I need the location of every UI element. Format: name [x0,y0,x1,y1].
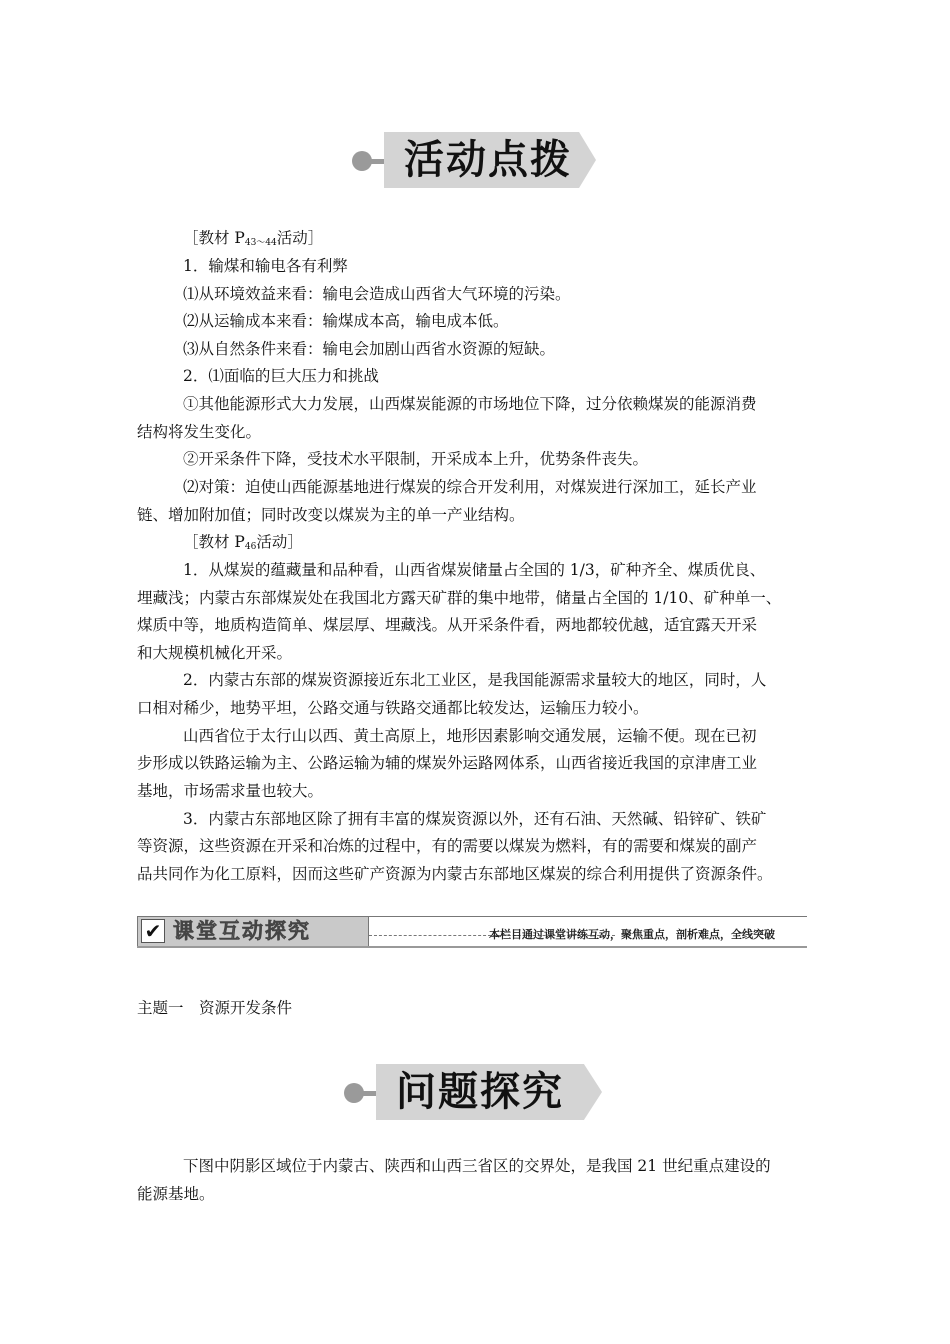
text-line: 基地，市场需求量也较大。 [137,782,324,800]
text-line: ⑶从自然条件来看：输电会加剧山西省水资源的短缺。 [183,340,556,358]
classroom-note: 本栏目通过课堂讲练互动，聚焦重点，剖析难点，全线突破 [489,928,775,941]
text-line: 1．从煤炭的蕴藏量和品种看，山西省煤炭储量占全国的 1/3，矿种齐全、煤质优良、 [183,561,766,579]
ref-suffix: 活动］ [276,229,324,247]
text-line: ⑴从环境效益来看：输电会造成山西省大气环境的污染。 [183,285,571,303]
classroom-title: 课堂互动探究 [173,919,311,943]
text-line: 口相对稀少，地势平坦，公路交通与铁路交通都比较发达，运输压力较小。 [137,699,649,717]
text-line: 2．⑴面临的巨大压力和挑战 [183,367,379,385]
classroom-interaction-bar [137,912,807,948]
text-line: 埋藏浅；内蒙古东部煤炭处在我国北方露天矿群的集中地带，储量占全国的 1/10、矿种单一、 [137,589,782,607]
ref-pages: 46 [244,542,257,552]
text-line: 结构将发生变化。 [137,423,262,441]
text-line: ⑵从运输成本来看：输煤成本高，输电成本低。 [183,312,509,330]
bar-top-rule [367,916,807,917]
activity-tips-banner [352,132,597,192]
text-line: 能源基地。 [137,1185,215,1203]
text-line: 链、增加附加值；同时改变以煤炭为主的单一产业结构。 [137,506,525,524]
topic-heading: 主题一 资源开发条件 [137,999,293,1017]
problem-inquiry-banner [344,1064,604,1124]
text-line: 步形成以铁路运输为主、公路运输为辅的煤炭外运路网体系，山西省接近我国的京津唐工业 [137,754,758,772]
text-line: 品共同作为化工原料，因而这些矿产资源为内蒙古东部地区煤炭的综合利用提供了资源条件。 [137,865,773,883]
text-line: 山西省位于太行山以西、黄土高原上，地形因素影响交通发展，运输不便。现在已初 [183,727,757,745]
text-line: 煤质中等，地质构造简单、煤层厚、埋藏浅。从开采条件看，两地都较优越，适宜露天开采 [137,616,758,634]
text-line: ②开采条件下降，受技术水平限制，开采成本上升，优势条件丧失。 [183,450,649,468]
text-line: 等资源，这些资源在开采和冶炼的过程中，有的需要以煤炭为燃料，有的需要和煤炭的副产 [137,837,758,855]
text-line: 2．内蒙古东部的煤炭资源接近东北工业区，是我国能源需求量较大的地区，同时，人 [183,671,767,689]
text-line: ⑵对策：迫使山西能源基地进行煤炭的综合开发利用，对煤炭进行深加工，延长产业 [183,478,757,496]
bar-bottom-rule [137,946,807,948]
ref-prefix: ［教材 P [183,229,245,247]
banner-title: 问题探究 [396,1069,564,1115]
ref-prefix: ［教材 P [183,533,245,551]
ref-suffix: 活动］ [256,533,303,551]
text-line: ①其他能源形式大力发展，山西煤炭能源的市场地位下降，过分依赖煤炭的能源消费 [183,395,757,413]
ref-pages: 43～44 [244,238,277,248]
banner-title: 活动点拨 [404,137,572,183]
checkmark-icon: ✔ [141,919,165,943]
text-line: 和大规模机械化开采。 [137,644,293,662]
text-line: 3．内蒙古东部地区除了拥有丰富的煤炭资源以外，还有石油、天然碱、铅锌矿、铁矿 [183,810,767,828]
text-line: 1．输煤和输电各有利弊 [183,257,348,275]
text-line: 下图中阴影区域位于内蒙古、陕西和山西三省区的交界处，是我国 21 世纪重点建设的 [183,1157,771,1175]
